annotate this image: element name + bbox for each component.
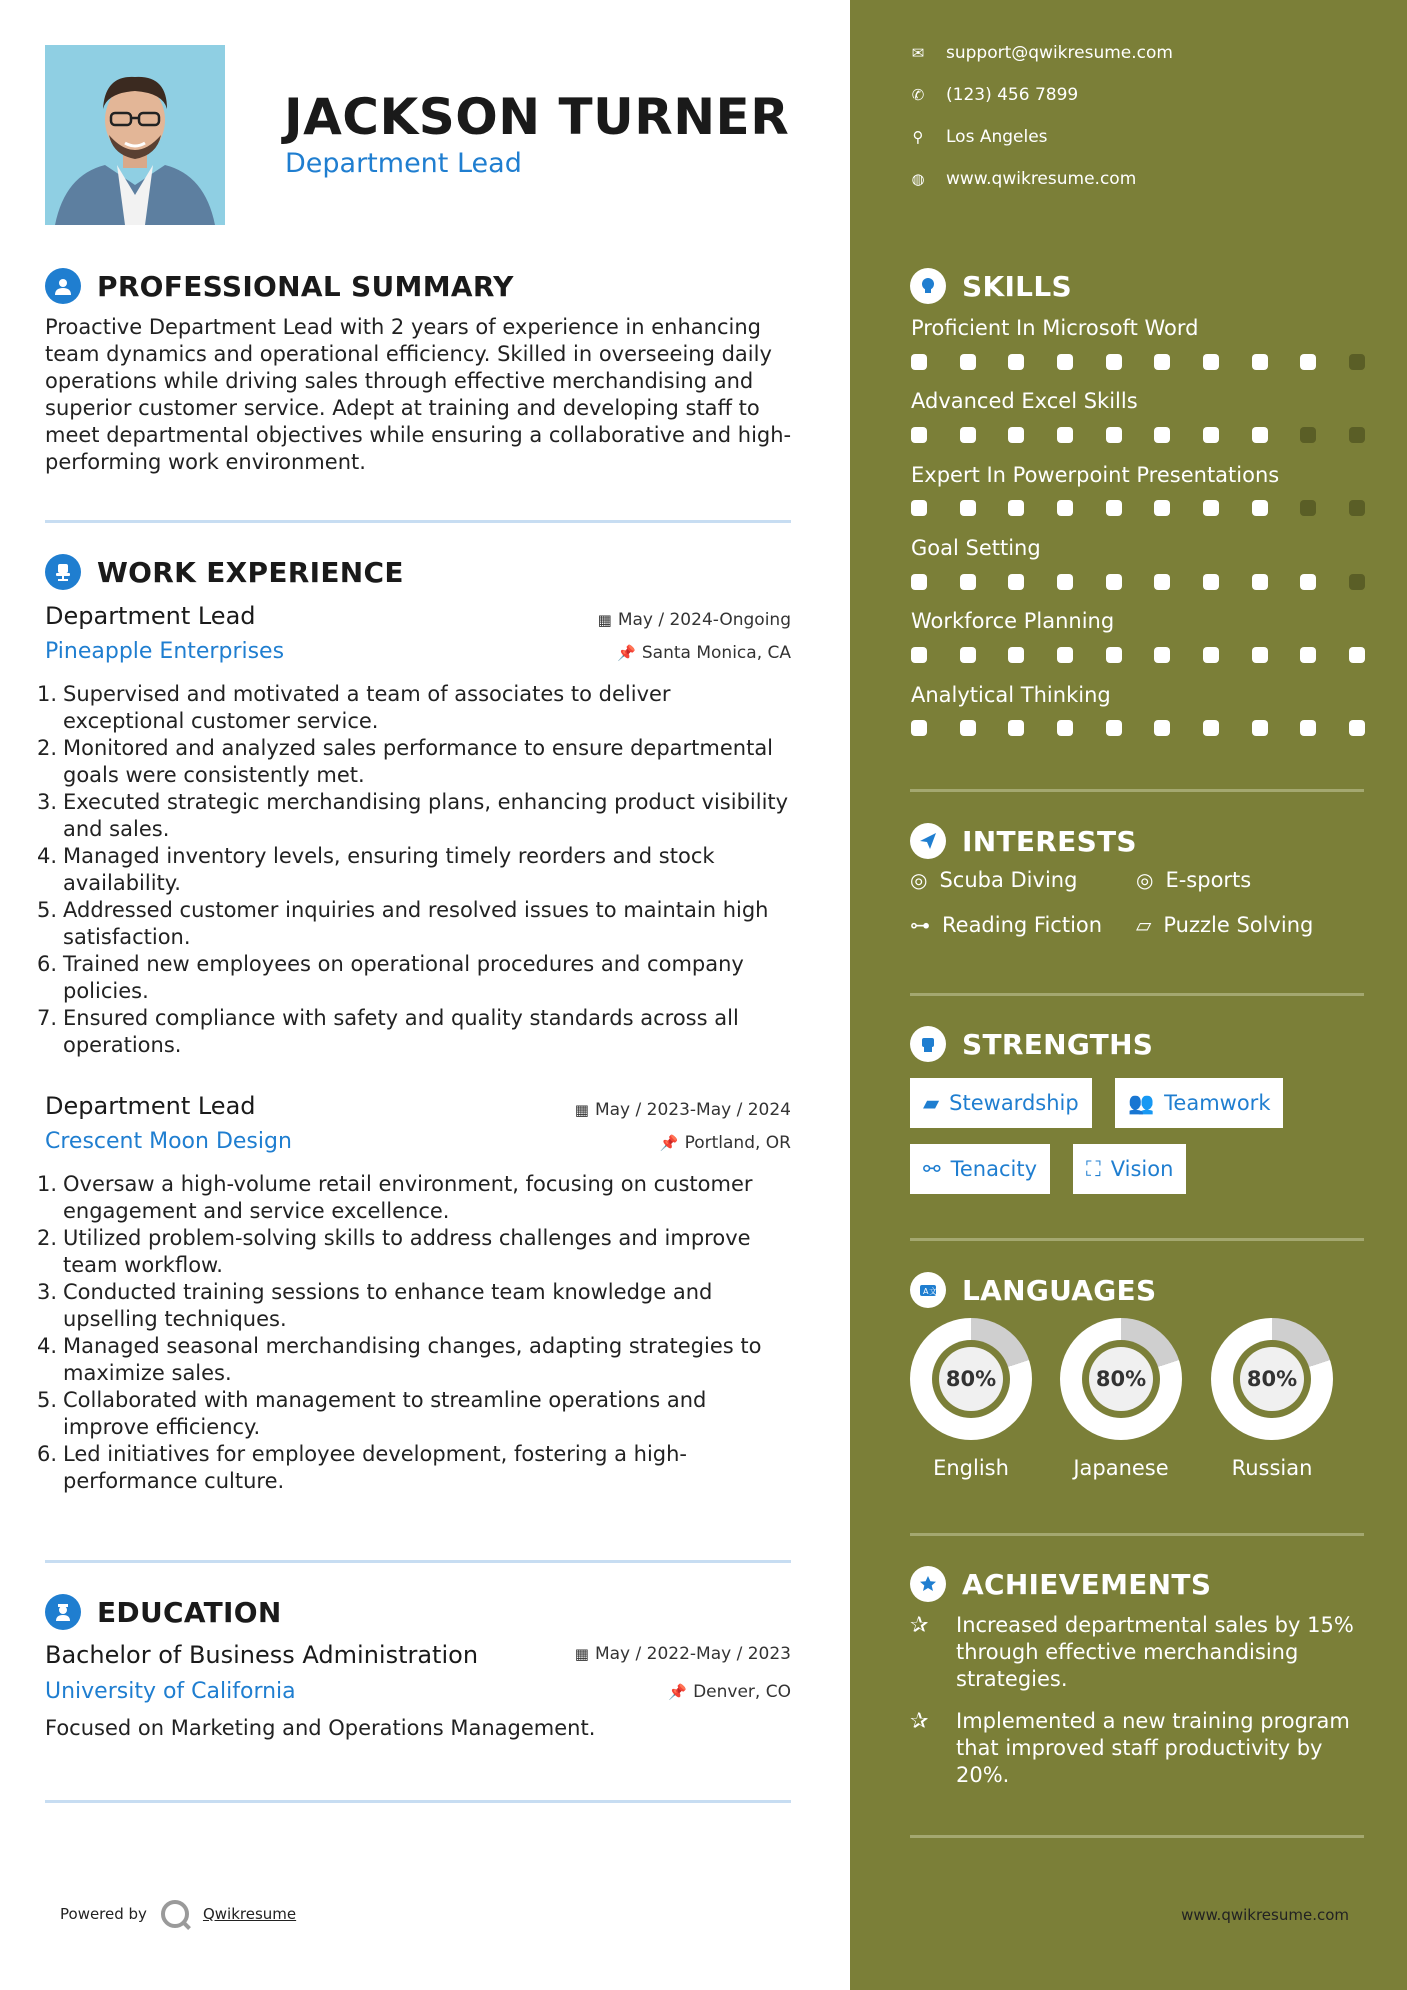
interest-item — [1136, 913, 1313, 937]
skill-rating — [911, 427, 1365, 443]
candidate-name: JACKSON TURNER — [284, 88, 790, 146]
section-divider — [910, 1238, 1364, 1241]
list-text: Supervised and motivated a team of associates to deliver exceptional customer service. — [63, 682, 671, 733]
calendar-icon: ▦ — [574, 1645, 589, 1663]
section-divider — [45, 1560, 791, 1563]
job-dates-text: May / 2023-May / 2024 — [594, 1100, 791, 1120]
strengths-title: STRENGTHS — [962, 1027, 1154, 1061]
interest-label: Reading Fiction — [942, 913, 1103, 937]
rating-dot-filled — [911, 647, 927, 663]
svg-text:A: A — [923, 1287, 929, 1296]
strength-badge — [910, 1078, 1092, 1128]
list-number: 5. — [37, 1388, 58, 1412]
rating-dot-filled — [960, 354, 976, 370]
skill-rating — [911, 720, 1365, 736]
list-text: Trained new employees on operational procedures and company policies. — [63, 952, 744, 1003]
language-item — [1211, 1318, 1333, 1480]
list-text: Led initiatives for employee development, fostering a high-performance culture. — [63, 1442, 687, 1493]
skill-name: Advanced Excel Skills — [911, 389, 1138, 413]
job-location — [660, 1133, 791, 1153]
contact-phone-text: (123) 456 7899 — [946, 85, 1079, 105]
rating-dot-filled — [1154, 720, 1170, 736]
summary-title: PROFESSIONAL SUMMARY — [97, 269, 514, 303]
globe-icon: ◍ — [911, 170, 925, 188]
rating-dot-filled — [1252, 647, 1268, 663]
contact-email — [910, 43, 1173, 63]
contact-location-text: Los Angeles — [946, 127, 1048, 147]
language-item — [910, 1318, 1032, 1480]
graduate-icon — [45, 1594, 81, 1630]
rating-dot-filled — [1349, 647, 1365, 663]
paper-plane-icon — [910, 823, 946, 859]
pin-icon: 📌 — [617, 644, 636, 662]
rating-dot-filled — [1154, 427, 1170, 443]
rating-dot-filled — [1057, 354, 1073, 370]
language-name: Russian — [1231, 1456, 1313, 1480]
interest-item — [1136, 868, 1251, 892]
rating-dot-filled — [1106, 720, 1122, 736]
list-item — [37, 789, 797, 843]
rating-dot-filled — [1154, 574, 1170, 590]
skill-rating — [911, 354, 1365, 370]
language-name: Japanese — [1073, 1456, 1169, 1480]
rating-dot-filled — [960, 427, 976, 443]
list-item — [37, 735, 797, 789]
education-title: EDUCATION — [97, 1595, 282, 1629]
rating-dot-filled — [1252, 427, 1268, 443]
rating-dot-empty — [1349, 427, 1365, 443]
strength-label: Stewardship — [949, 1091, 1079, 1115]
lightbulb-icon — [910, 268, 946, 304]
rating-dot-filled — [1252, 720, 1268, 736]
list-number: 6. — [37, 1442, 58, 1466]
strength-badge — [1115, 1078, 1283, 1128]
rating-dot-filled — [1106, 647, 1122, 663]
phone-icon: ✆ — [911, 86, 925, 104]
rating-dot-filled — [1203, 720, 1219, 736]
summary-text: Proactive Department Lead with 2 years of experience in enhancing team dynamics and operational efficiency. Skilled in overseeing daily operations while driving sales through effective merchandising and superior customer service. Adept at training and developing staff to meet departmental objectives while ensuring a collaborative and high-performing work environment. — [45, 315, 792, 474]
list-item — [37, 1333, 797, 1387]
location-pin-icon: ⚲ — [912, 128, 924, 146]
user-icon — [45, 268, 81, 304]
list-number: 2. — [37, 1226, 58, 1250]
rating-dot-filled — [1008, 720, 1024, 736]
experience-heading — [45, 554, 404, 590]
education-description: Focused on Marketing and Operations Management. — [45, 1716, 596, 1740]
rating-dot-filled — [1057, 574, 1073, 590]
skill-name: Proficient In Microsoft Word — [911, 316, 1199, 340]
list-item — [37, 1005, 797, 1059]
skill-rating — [911, 574, 1365, 590]
gamepad-icon: ⊶ — [910, 913, 930, 937]
list-item — [37, 951, 797, 1005]
list-number: 7. — [37, 1006, 58, 1030]
job-location-text: Portland, OR — [684, 1133, 791, 1153]
rating-dot-filled — [1203, 354, 1219, 370]
list-number: 5. — [37, 898, 58, 922]
rating-dot-filled — [1008, 574, 1024, 590]
strengths-heading — [910, 1026, 1153, 1062]
list-item — [37, 1225, 797, 1279]
list-text: Managed inventory levels, ensuring timely reorders and stock availability. — [63, 844, 715, 895]
rating-dot-filled — [1057, 647, 1073, 663]
list-item — [37, 897, 797, 951]
rating-dot-filled — [1057, 720, 1073, 736]
rating-dot-filled — [1300, 647, 1316, 663]
job-dates — [598, 610, 791, 630]
job-location — [617, 643, 791, 663]
languages-heading — [910, 1272, 1156, 1308]
rating-dot-filled — [1008, 500, 1024, 516]
achievements-title: ACHIEVEMENTS — [962, 1567, 1212, 1601]
interest-label: Scuba Diving — [939, 868, 1078, 892]
list-text: Monitored and analyzed sales performance to ensure departmental goals were consistently met. — [63, 736, 774, 787]
skills-title: SKILLS — [962, 269, 1072, 303]
strength-label: Tenacity — [950, 1157, 1038, 1181]
link-icon: ⚯ — [923, 1157, 941, 1181]
strength-label: Vision — [1110, 1157, 1174, 1181]
language-ring — [910, 1318, 1032, 1440]
rating-dot-filled — [1106, 427, 1122, 443]
language-percent: 80% — [1089, 1347, 1153, 1411]
rating-dot-filled — [1203, 500, 1219, 516]
strength-badge — [1073, 1144, 1186, 1194]
rating-dot-filled — [911, 500, 927, 516]
list-text: Executed strategic merchandising plans, enhancing product visibility and sales. — [63, 790, 789, 841]
list-text: Ensured compliance with safety and quality standards across all operations. — [63, 1006, 739, 1057]
list-item — [37, 681, 797, 735]
education-location — [668, 1682, 791, 1702]
rating-dot-empty — [1349, 574, 1365, 590]
rating-dot-filled — [1252, 500, 1268, 516]
list-number: 4. — [37, 1334, 58, 1358]
translate-icon — [910, 1272, 946, 1308]
footer-website[interactable]: www.qwikresume.com — [1181, 1906, 1349, 1924]
interests-heading — [910, 823, 1137, 859]
rating-dot-filled — [960, 720, 976, 736]
rating-dot-filled — [1252, 354, 1268, 370]
rating-dot-filled — [1057, 427, 1073, 443]
strength-badge — [910, 1144, 1050, 1194]
calendar-icon: ▦ — [597, 611, 612, 629]
language-item — [1060, 1318, 1182, 1480]
rating-dot-filled — [1008, 354, 1024, 370]
lifebuoy-icon: ◎ — [910, 868, 928, 892]
interest-label: Puzzle Solving — [1163, 913, 1314, 937]
list-item — [37, 1279, 797, 1333]
job-location-text: Santa Monica, CA — [641, 643, 791, 663]
section-divider — [45, 520, 791, 523]
powered-by — [60, 1900, 296, 1928]
list-number: 1. — [37, 1172, 58, 1196]
rating-dot-filled — [960, 500, 976, 516]
rating-dot-filled — [1154, 500, 1170, 516]
rating-dot-filled — [1300, 720, 1316, 736]
rating-dot-empty — [1300, 427, 1316, 443]
star-badge-icon — [910, 1566, 946, 1602]
book-icon: ▱ — [1136, 913, 1152, 937]
list-text: Collaborated with management to streamline operations and improve efficiency. — [63, 1388, 707, 1439]
experience-title: WORK EXPERIENCE — [97, 555, 404, 589]
job-company: Crescent Moon Design — [45, 1129, 292, 1154]
language-percent: 80% — [939, 1347, 1003, 1411]
education-dates-text: May / 2022-May / 2023 — [594, 1644, 791, 1664]
skill-name: Expert In Powerpoint Presentations — [911, 463, 1280, 487]
profile-photo — [45, 45, 225, 225]
skill-rating — [911, 500, 1365, 516]
section-divider — [45, 1800, 791, 1803]
section-divider — [910, 789, 1364, 792]
contact-website — [910, 169, 1136, 189]
contact-location — [910, 127, 1048, 147]
strength-label: Teamwork — [1164, 1091, 1271, 1115]
svg-text:文: 文 — [929, 1287, 937, 1296]
languages-title: LANGUAGES — [962, 1273, 1157, 1307]
rating-dot-empty — [1300, 500, 1316, 516]
calendar-icon: ▦ — [574, 1101, 589, 1119]
skill-name: Analytical Thinking — [911, 683, 1111, 707]
rating-dot-filled — [1008, 647, 1024, 663]
rating-dot-filled — [911, 574, 927, 590]
list-text: Addressed customer inquiries and resolved issues to maintain high satisfaction. — [63, 898, 769, 949]
briefcase-icon: ▰ — [923, 1091, 940, 1115]
users-icon: 👥 — [1128, 1090, 1155, 1115]
star-icon: ✰ — [910, 1709, 929, 1734]
contact-website-text[interactable]: www.qwikresume.com — [946, 169, 1137, 189]
list-item — [37, 843, 797, 897]
chair-icon — [45, 554, 81, 590]
skill-name: Goal Setting — [911, 536, 1041, 560]
list-text: Managed seasonal merchandising changes, adapting strategies to maximize sales. — [63, 1334, 762, 1385]
job-dates — [575, 1100, 791, 1120]
job-bullets — [37, 681, 797, 1059]
binoculars-icon: ⛶ — [1086, 1156, 1101, 1181]
rating-dot-filled — [1203, 574, 1219, 590]
language-name: English — [933, 1456, 1009, 1480]
skills-heading — [910, 268, 1072, 304]
rating-dot-empty — [1349, 354, 1365, 370]
rating-dot-empty — [1349, 500, 1365, 516]
rating-dot-filled — [911, 427, 927, 443]
list-number: 6. — [37, 952, 58, 976]
rating-dot-filled — [1349, 720, 1365, 736]
interest-item — [910, 913, 1102, 937]
skill-name: Workforce Planning — [911, 609, 1115, 633]
list-number: 3. — [37, 790, 58, 814]
education-dates — [575, 1644, 791, 1664]
rating-dot-filled — [1252, 574, 1268, 590]
qwikresume-link[interactable]: Qwikresume — [202, 1905, 297, 1923]
rating-dot-filled — [1203, 427, 1219, 443]
rating-dot-filled — [1154, 647, 1170, 663]
achievement-text: Increased departmental sales by 15% through effective merchandising strategies. — [956, 1613, 1354, 1691]
powered-by-text: Powered by — [60, 1905, 147, 1923]
rating-dot-filled — [1106, 354, 1122, 370]
achievement-item — [910, 1612, 1360, 1693]
rating-dot-filled — [1057, 500, 1073, 516]
rating-dot-filled — [1106, 574, 1122, 590]
interests-title: INTERESTS — [962, 824, 1137, 858]
list-text: Utilized problem-solving skills to address challenges and improve team workflow. — [63, 1226, 751, 1277]
summary-heading — [45, 268, 514, 304]
list-number: 4. — [37, 844, 58, 868]
rating-dot-filled — [1154, 354, 1170, 370]
skill-rating — [911, 647, 1365, 663]
section-divider — [910, 1835, 1364, 1838]
list-number: 3. — [37, 1280, 58, 1304]
rating-dot-filled — [960, 574, 976, 590]
rating-dot-filled — [1106, 500, 1122, 516]
achievement-text: Implemented a new training program that improved staff productivity by 20%. — [956, 1709, 1350, 1787]
language-ring — [1060, 1318, 1182, 1440]
job-title: Department Lead — [45, 1092, 256, 1120]
contact-email-text[interactable]: support@qwikresume.com — [946, 43, 1173, 63]
lifebuoy-icon: ◎ — [1136, 868, 1154, 892]
rating-dot-filled — [1203, 647, 1219, 663]
rating-dot-filled — [911, 354, 927, 370]
rating-dot-filled — [911, 720, 927, 736]
interest-item — [910, 868, 1077, 892]
language-ring — [1211, 1318, 1333, 1440]
qwikresume-logo-icon — [161, 1900, 189, 1928]
rating-dot-filled — [1300, 354, 1316, 370]
section-divider — [910, 1533, 1364, 1536]
contact-phone — [910, 85, 1078, 105]
list-item — [37, 1387, 797, 1441]
list-number: 1. — [37, 682, 58, 706]
rating-dot-filled — [1300, 574, 1316, 590]
job-bullets — [37, 1171, 797, 1495]
list-text: Oversaw a high-volume retail environment, focusing on customer engagement and service excellence. — [63, 1172, 753, 1223]
pin-icon: 📌 — [668, 1683, 688, 1701]
job-dates-text: May / 2024-Ongoing — [617, 610, 791, 630]
interest-label: E-sports — [1165, 868, 1252, 892]
star-icon: ✰ — [910, 1613, 929, 1638]
list-text: Conducted training sessions to enhance team knowledge and upselling techniques. — [63, 1280, 713, 1331]
job-company: Pineapple Enterprises — [45, 639, 285, 664]
rating-dot-filled — [960, 647, 976, 663]
rating-dot-filled — [1008, 427, 1024, 443]
section-divider — [910, 993, 1364, 996]
job-title: Department Lead — [45, 602, 256, 630]
achievement-item — [910, 1708, 1360, 1789]
achievements-heading — [910, 1566, 1211, 1602]
list-item — [37, 1441, 797, 1495]
language-percent: 80% — [1240, 1347, 1304, 1411]
education-location-text: Denver, CO — [693, 1682, 791, 1702]
envelope-icon: ✉ — [911, 44, 925, 62]
list-number: 2. — [37, 736, 58, 760]
degree-title: Bachelor of Business Administration — [45, 1641, 479, 1669]
fist-icon — [910, 1026, 946, 1062]
education-heading — [45, 1594, 282, 1630]
list-item — [37, 1171, 797, 1225]
school-name: University of California — [45, 1679, 296, 1704]
candidate-role: Department Lead — [285, 148, 522, 179]
pin-icon: 📌 — [659, 1134, 679, 1152]
avatar — [45, 45, 225, 225]
